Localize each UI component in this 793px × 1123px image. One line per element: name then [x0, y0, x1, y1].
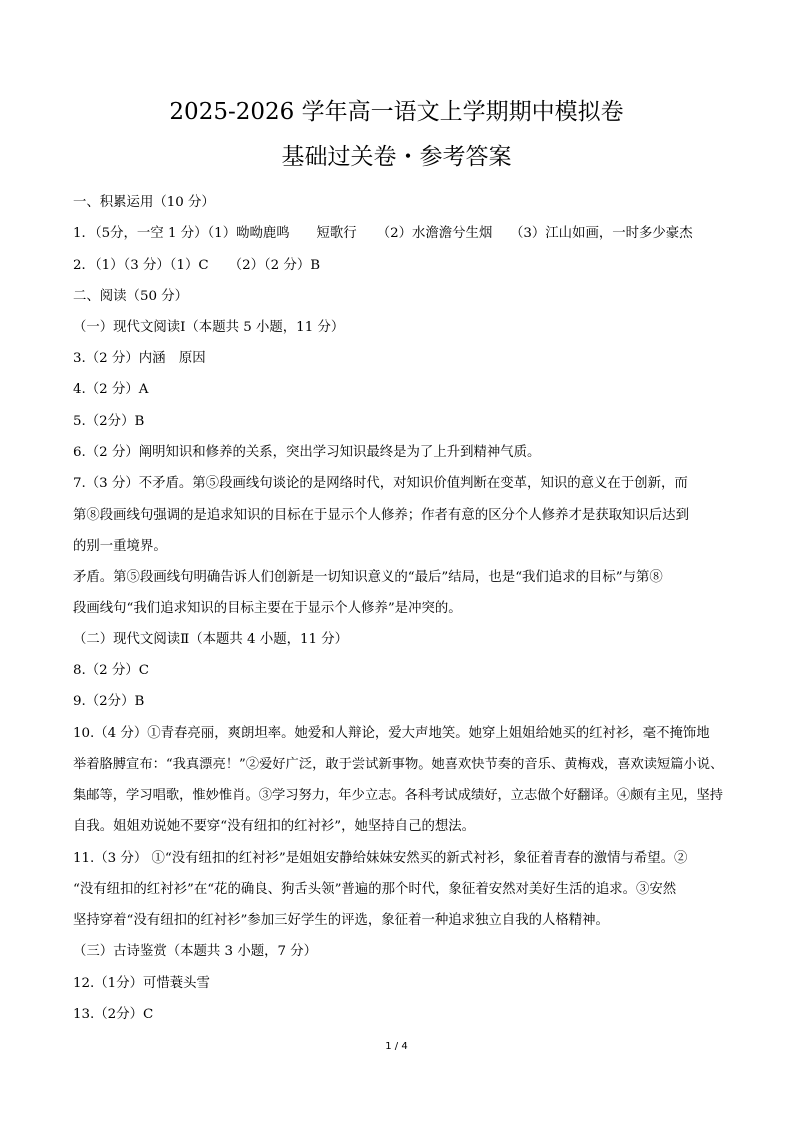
section-heading: 一、积累运用（10 分） [73, 195, 215, 210]
answer-line: 的别一重境界。 [73, 539, 167, 554]
answer-line: 1．（5分，一空 1 分）（1）呦呦鹿鸣 短歌行 （2）水澹澹兮生烟 （3）江山如画，一时多少豪杰 [73, 226, 693, 241]
answer-line: 第⑧段画线句强调的是追求知识的目标在于显示个人修养；作者有意的区分个人修养才是获取知识后达到 [73, 508, 689, 523]
subsection-heading: （二）现代文阅读Ⅱ（本题共 4 小题，11 分） [73, 632, 349, 647]
answer-line: 段画线句“我们追求知识的目标主要在于显示个人修养”是冲突的。 [73, 601, 462, 616]
answer-line: “没有纽扣的红衬衫”在“花的确良、狗舌头领”普遍的那个时代，象征着安然对美好生活的追求。③安然 [73, 882, 677, 897]
answer-line: 4.（2 分）A [73, 382, 149, 397]
answer-line: 13.（2分）C [73, 1007, 154, 1022]
answer-line: 5.（2分）B [73, 414, 145, 429]
answer-line: 6.（2 分）阐明知识和修养的关系，突出学习知识最终是为了上升到精神气质。 [73, 445, 541, 460]
answer-line: 11.（3 分） ①“没有纽扣的红衬衫”是姐姐安静给妹妹安然买的新式衬衫，象征着青春的激情与希望。② [73, 851, 688, 866]
answer-line: 举着胳膊宣布：“我真漂亮！”②爱好广泛，敢于尝试新事物。她喜欢快节奏的音乐、黄梅戏，喜欢读短篇小说、 [73, 757, 724, 772]
page-subtitle: 基础过关卷・参考答案 [281, 144, 512, 170]
answer-line: 自我。姐姐劝说她不要穿“没有纽扣的红衬衫”，她坚持自己的想法。 [73, 819, 476, 834]
subsection-heading: （三）古诗鉴赏（本题共 3 小题，7 分） [73, 944, 318, 959]
answer-line: 坚持穿着“没有纽扣的红衬衫”参加三好学生的评选，象征着一种追求独立自我的人格精神。 [73, 913, 609, 928]
answer-line: 矛盾。第⑤段画线句明确告诉人们创新是一切知识意义的“最后”结局，也是“我们追求的目标”与第⑧ [73, 570, 663, 585]
answer-line: 集邮等，学习唱歌，惟妙惟肖。③学习努力，年少立志。各科考试成绩好，立志做个好翻译。④颇有主见，坚持 [73, 788, 724, 803]
subsection-heading: （一）现代文阅读Ⅰ（本题共 5 小题，11 分） [73, 320, 345, 335]
answer-line: 12.（1分）可惜蓑头雪 [73, 976, 210, 991]
answer-line: 10.（4 分）①青春亮丽，爽朗坦率。她爱和人辩论，爱大声地笑。她穿上姐姐给她买的红衬衫，毫不掩饰地 [73, 726, 710, 741]
answer-line: 7.（3 分）不矛盾。第⑤段画线句谈论的是网络时代，对知识价值判断在变革，知识的意义在于创新，而 [73, 476, 688, 491]
answer-line: 2．（1）（3 分）（1）C （2）（2 分）B [73, 258, 321, 273]
answer-line: 8.（2 分）C [73, 663, 149, 678]
section-heading: 二、阅读（50 分） [73, 289, 189, 304]
page-title: 2025-2026 学年高一语文上学期期中模拟卷 [169, 99, 624, 125]
answer-line: 3.（2 分）内涵 原因 [73, 351, 206, 366]
answer-line: 9.（2分）B [73, 694, 145, 709]
page-number: 1 / 4 [385, 1041, 408, 1052]
